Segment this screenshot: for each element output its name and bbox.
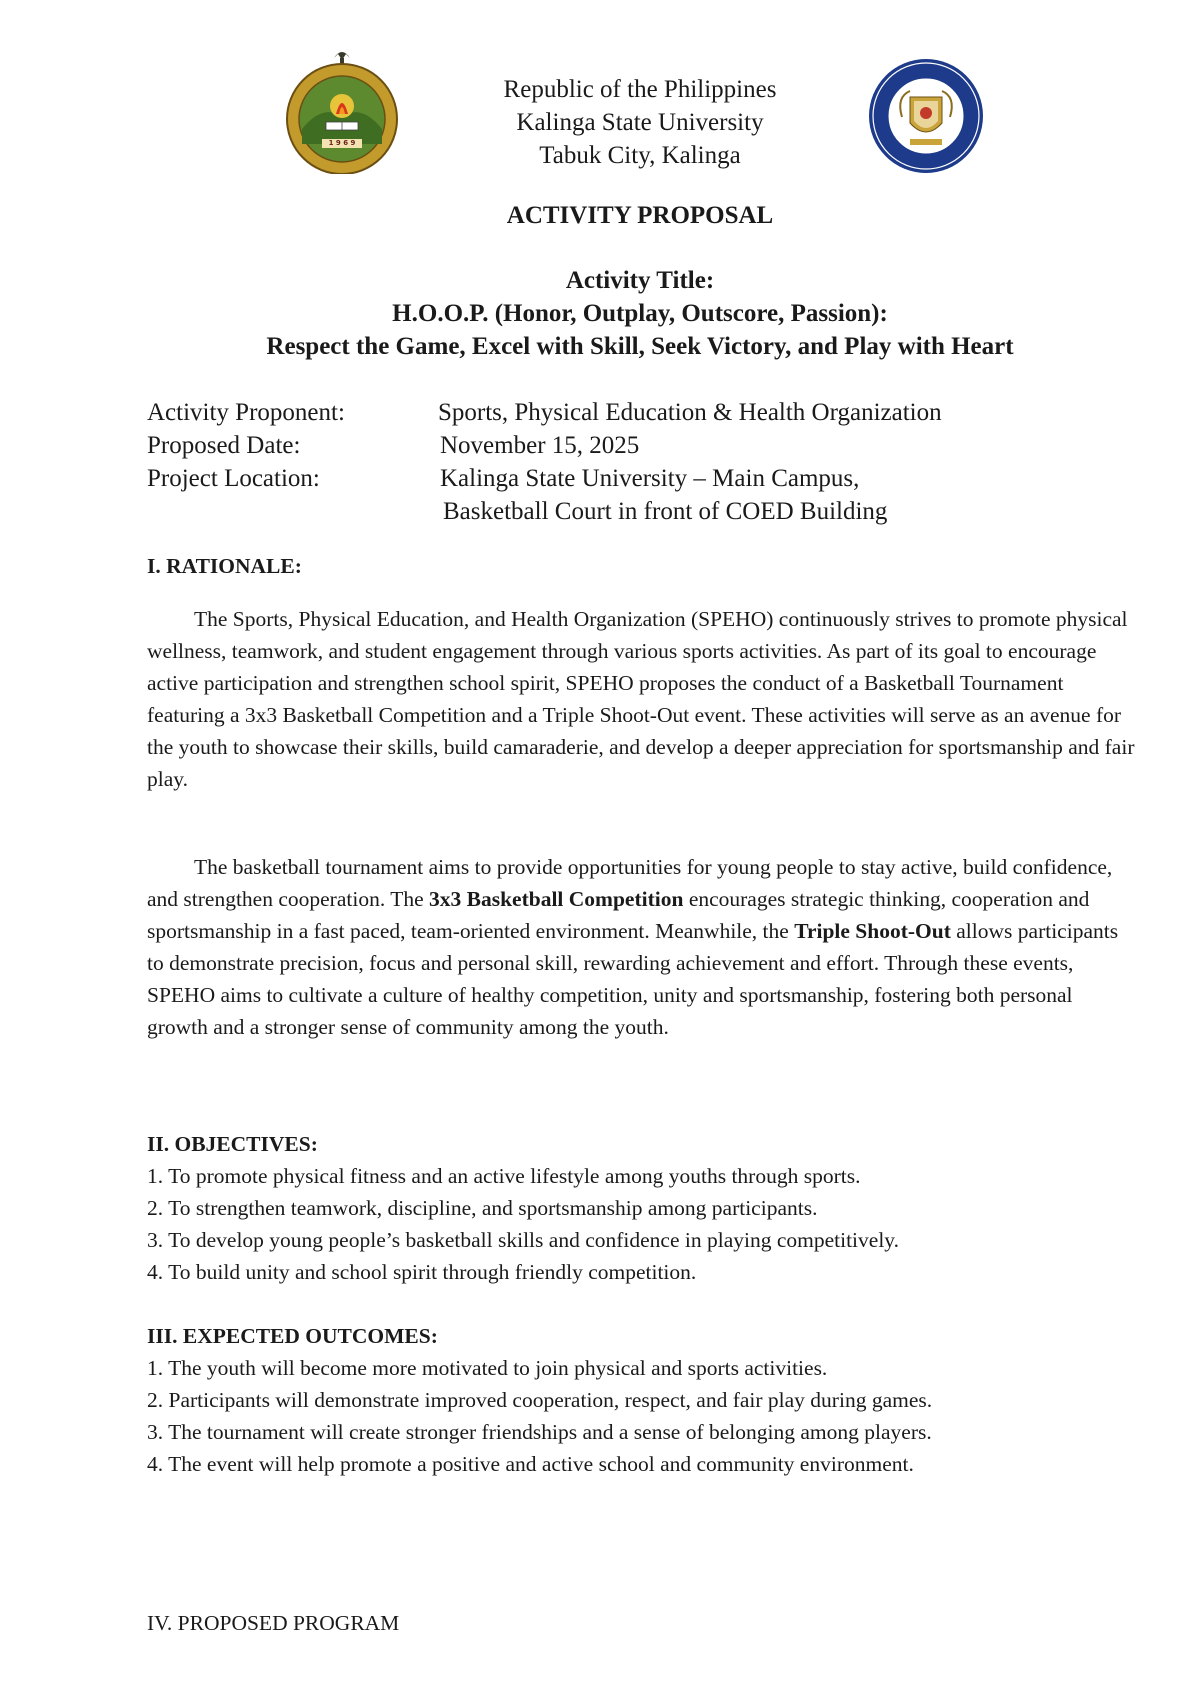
activity-title-line2: Respect the Game, Excel with Skill, Seek Victory, and Play with Heart	[266, 333, 1014, 360]
rationale-heading: I. RATIONALE:	[147, 554, 302, 578]
list-item: 4. To build unity and school spirit through friendly competition.	[147, 1260, 697, 1284]
rationale-p2-text-a: The basketball tournament aims to provide opportunities for young people to stay active, build confidence, and strengthen cooperation. The	[147, 855, 1113, 911]
list-item: 2. Participants will demonstrate improved cooperation, respect, and fair play during games.	[147, 1388, 933, 1412]
list-item: 4. The event will help promote a positive and active school and community environment.	[147, 1452, 914, 1476]
list-item: 3. To develop young people’s basketball skills and confidence in playing competitively.	[147, 1228, 900, 1252]
program-heading: IV. PROPOSED PROGRAM	[147, 1611, 400, 1635]
proponent-value: Sports, Physical Education & Health Organization	[438, 399, 942, 426]
rationale-p2-bold-3x3: 3x3 Basketball Competition	[429, 887, 684, 911]
outcomes-heading: III. EXPECTED OUTCOMES:	[147, 1324, 438, 1348]
location-value-1: Kalinga State University – Main Campus,	[440, 465, 860, 492]
rationale-p2-text-e: allows participants to demonstrate precision, focus and personal skill, rewarding achievement and effort. Through these events, SPEHO aims to cultivate a culture of healthy competition, unity and sportsmanship, fostering both personal growth and a stronger sense of community among the youth.	[147, 919, 1119, 1039]
rationale-p2-text-c: encourages strategic thinking, cooperation and sportsmanship in a fast paced, team-oriented environment. Meanwhile, the	[147, 887, 1090, 943]
college-seal-icon	[866, 57, 986, 175]
activity-title-label: Activity Title:	[565, 267, 715, 294]
rationale-p2-bold-shootout: Triple Shoot-Out	[794, 919, 951, 943]
proponent-label: Activity Proponent:	[147, 399, 345, 426]
rationale-paragraph-1	[147, 603, 1137, 795]
list-item: 3. The tournament will create stronger friendships and a sense of belonging among players.	[147, 1420, 932, 1444]
location-label: Project Location:	[147, 465, 320, 492]
rationale-p1-text: The Sports, Physical Education, and Health Organization (SPEHO) continuously strives to promote physical wellness, teamwork, and student engagement through various sports activities. As part of its goal to encourage active participation and strengthen school spirit, SPEHO proposes the conduct of a Basketball Tournament featuring a 3x3 Basketball Competition and a Triple Shoot-Out event. These activities will serve as an avenue for the youth to showcase their skills, build camaraderie, and develop a deeper appreciation for sportsmanship and fair play.	[147, 607, 1135, 791]
list-item: 2. To strengthen teamwork, discipline, and sportsmanship among participants.	[147, 1196, 818, 1220]
outcomes-list	[147, 1352, 1137, 1480]
header-university: Kalinga State University	[516, 109, 764, 136]
list-item: 1. The youth will become more motivated to join physical and sports activities.	[147, 1356, 828, 1380]
activity-title-line1: H.O.O.P. (Honor, Outplay, Outscore, Passion):	[392, 300, 888, 327]
date-label: Proposed Date:	[147, 432, 301, 459]
location-value-2: Basketball Court in front of COED Building	[443, 498, 888, 525]
header-republic: Republic of the Philippines	[503, 76, 777, 103]
objectives-heading: II. OBJECTIVES:	[147, 1132, 318, 1156]
seal-year: 1 9 6 9	[328, 139, 356, 147]
objectives-list	[147, 1160, 1137, 1288]
header-city: Tabuk City, Kalinga	[539, 142, 741, 169]
date-value: November 15, 2025	[440, 432, 640, 459]
rationale-paragraph-2	[147, 851, 1137, 1043]
list-item: 1. To promote physical fitness and an active lifestyle among youths through sports.	[147, 1164, 861, 1188]
doc-title: ACTIVITY PROPOSAL	[506, 202, 774, 229]
